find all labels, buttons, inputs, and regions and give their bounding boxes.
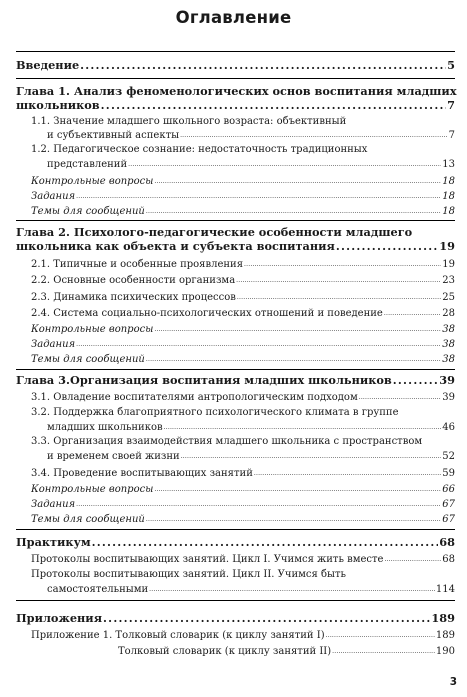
toc-entry-review-questions[interactable]: Контрольные вопросы ..... 38	[31, 323, 455, 336]
entry-page: 18	[442, 191, 455, 202]
practicum-entry[interactable]: Протоколы воспитывающих занятий. Цикл II. Учимся быть	[31, 569, 346, 580]
dot-leader	[237, 291, 441, 304]
section-title[interactable]: 2.2. Основные особенности организма ..... 23	[31, 274, 455, 287]
dot-leader	[384, 307, 441, 320]
dot-leader	[236, 274, 441, 287]
section-title[interactable]: 3.1. Овладение воспитателями антропологическим подходом ..... 39	[31, 391, 455, 404]
entry-page: 114	[435, 584, 455, 595]
entry-page: 23	[442, 275, 455, 286]
entry-page: 67	[442, 514, 455, 525]
entry-page: 46	[442, 422, 455, 433]
divider	[16, 369, 455, 370]
dot-leader	[244, 258, 441, 271]
section-title-last-line[interactable]: представлений ..... 13	[47, 158, 455, 171]
section-title-last-line[interactable]: и субъективный аспекты ..... 7	[47, 129, 455, 142]
entry-page: 38	[442, 339, 455, 350]
divider	[16, 78, 455, 79]
chapter-title[interactable]: Глава 3.Организация воспитания младших школьников ..... 39	[16, 374, 455, 387]
toc-entry-tasks[interactable]: Задания ..... 67	[31, 498, 455, 511]
appendix-entry[interactable]: Приложение 1. Толковый словарик (к циклу занятий I) ..... 189	[31, 629, 455, 642]
entry-page: 66	[442, 484, 455, 495]
entry-page: 13	[442, 159, 455, 170]
entry-page: 59	[442, 468, 455, 479]
entry-page: 18	[442, 206, 455, 217]
toc-entry-appendices[interactable]: Приложения ..... 189	[16, 612, 455, 625]
entry-page: 7	[448, 130, 455, 141]
entry-page: 19	[439, 240, 455, 253]
entry-page: 5	[447, 59, 455, 72]
dot-leader	[149, 583, 435, 596]
dot-leader	[80, 59, 446, 72]
divider	[16, 529, 455, 530]
chapter-title[interactable]: Глава 2. Психолого-педагогические особенности младшего	[16, 225, 413, 239]
toc-entry-introduction[interactable]	[16, 59, 455, 72]
entry-page: 19	[442, 259, 455, 270]
dot-leader	[359, 391, 442, 404]
entry-label: Введение	[16, 59, 80, 72]
section-title[interactable]: 1.2. Педагогическое сознание: недостаточность традиционных	[31, 144, 368, 155]
toc-entry-report-topics[interactable]: Темы для сообщений ..... 67	[31, 513, 455, 526]
section-title[interactable]: 2.3. Динамика психических процессов ..... 25	[31, 291, 455, 304]
dot-leader	[154, 323, 441, 336]
dot-leader	[154, 175, 441, 188]
divider	[16, 220, 455, 221]
chapter-title[interactable]: Глава 1. Анализ феноменологических основ воспитания младших	[16, 84, 457, 98]
dot-leader	[384, 553, 441, 566]
toc-entry-report-topics[interactable]: Темы для сообщений ..... 18	[31, 205, 455, 218]
section-title[interactable]: 3.3. Организация взаимодействия младшего школьника с пространством	[31, 436, 423, 447]
practicum-entry-last-line[interactable]: самостоятельными ..... 114	[47, 583, 455, 596]
entry-page: 38	[442, 324, 455, 335]
toc-entry-practicum[interactable]: Практикум ..... 68	[16, 536, 455, 549]
dot-leader	[254, 467, 441, 480]
toc-entry-tasks[interactable]: Задания ..... 38	[31, 338, 455, 351]
divider	[16, 600, 455, 601]
section-title-last-line[interactable]: младших школьников ..... 46	[47, 421, 455, 434]
entry-page: 7	[447, 99, 455, 112]
chapter-title-last-line[interactable]: школьников ..... 7	[16, 99, 455, 112]
divider	[16, 51, 455, 52]
toc-entry-review-questions[interactable]: Контрольные вопросы ..... 18	[31, 175, 455, 188]
toc-entry-tasks[interactable]: Задания ..... 18	[31, 190, 455, 203]
dot-leader	[146, 353, 441, 366]
dot-leader	[76, 190, 441, 203]
dot-leader	[101, 99, 446, 112]
dot-leader	[336, 240, 438, 253]
section-title[interactable]: 3.2. Поддержка благоприятного психологического климата в группе	[31, 407, 399, 418]
toc-entry-report-topics[interactable]: Темы для сообщений ..... 38	[31, 353, 455, 366]
chapter-title-last-line[interactable]: школьника как объекта и субъекта воспитания ..... 19	[16, 240, 455, 253]
entry-page: 68	[439, 536, 455, 549]
dot-leader	[332, 645, 435, 658]
dot-leader	[326, 629, 435, 642]
dot-leader	[393, 374, 438, 387]
page-title: Оглавление	[175, 8, 292, 27]
entry-page: 52	[442, 451, 455, 462]
entry-page: 39	[439, 374, 455, 387]
practicum-entry[interactable]: Протоколы воспитывающих занятий. Цикл I. Учимся жить вместе ..... 68	[31, 553, 455, 566]
dot-leader	[146, 513, 441, 526]
entry-page: 25	[442, 292, 455, 303]
entry-page: 39	[442, 392, 455, 403]
dot-leader	[146, 205, 441, 218]
dot-leader	[164, 421, 442, 434]
entry-page: 67	[442, 499, 455, 510]
section-title[interactable]: 1.1. Значение младшего школьного возраста: объективный	[31, 116, 347, 127]
entry-page: 18	[442, 176, 455, 187]
entry-page: 189	[431, 612, 455, 625]
entry-page: 38	[442, 354, 455, 365]
toc-entry-review-questions[interactable]: Контрольные вопросы ..... 66	[31, 483, 455, 496]
section-title[interactable]: 2.4. Система социально-психологических отношений и поведение ..... 28	[31, 307, 455, 320]
appendix-entry[interactable]: Толковый словарик (к циклу занятий II) ..... 190	[118, 645, 455, 658]
dot-leader	[76, 338, 441, 351]
section-title[interactable]: 2.1. Типичные и особенные проявления ..... 19	[31, 258, 455, 271]
dot-leader	[154, 483, 441, 496]
page-number: 3	[449, 676, 457, 688]
section-title-last-line[interactable]: и временем своей жизни ..... 52	[47, 450, 455, 463]
dot-leader	[103, 612, 430, 625]
entry-page: 190	[435, 646, 455, 657]
entry-page: 28	[442, 308, 455, 319]
entry-page: 189	[435, 630, 455, 641]
dot-leader	[180, 129, 448, 142]
section-title[interactable]: 3.4. Проведение воспитывающих занятий ..... 59	[31, 467, 455, 480]
dot-leader	[181, 450, 442, 463]
dot-leader	[92, 536, 439, 549]
dot-leader	[76, 498, 441, 511]
entry-page: 68	[442, 554, 455, 565]
dot-leader	[128, 158, 441, 171]
